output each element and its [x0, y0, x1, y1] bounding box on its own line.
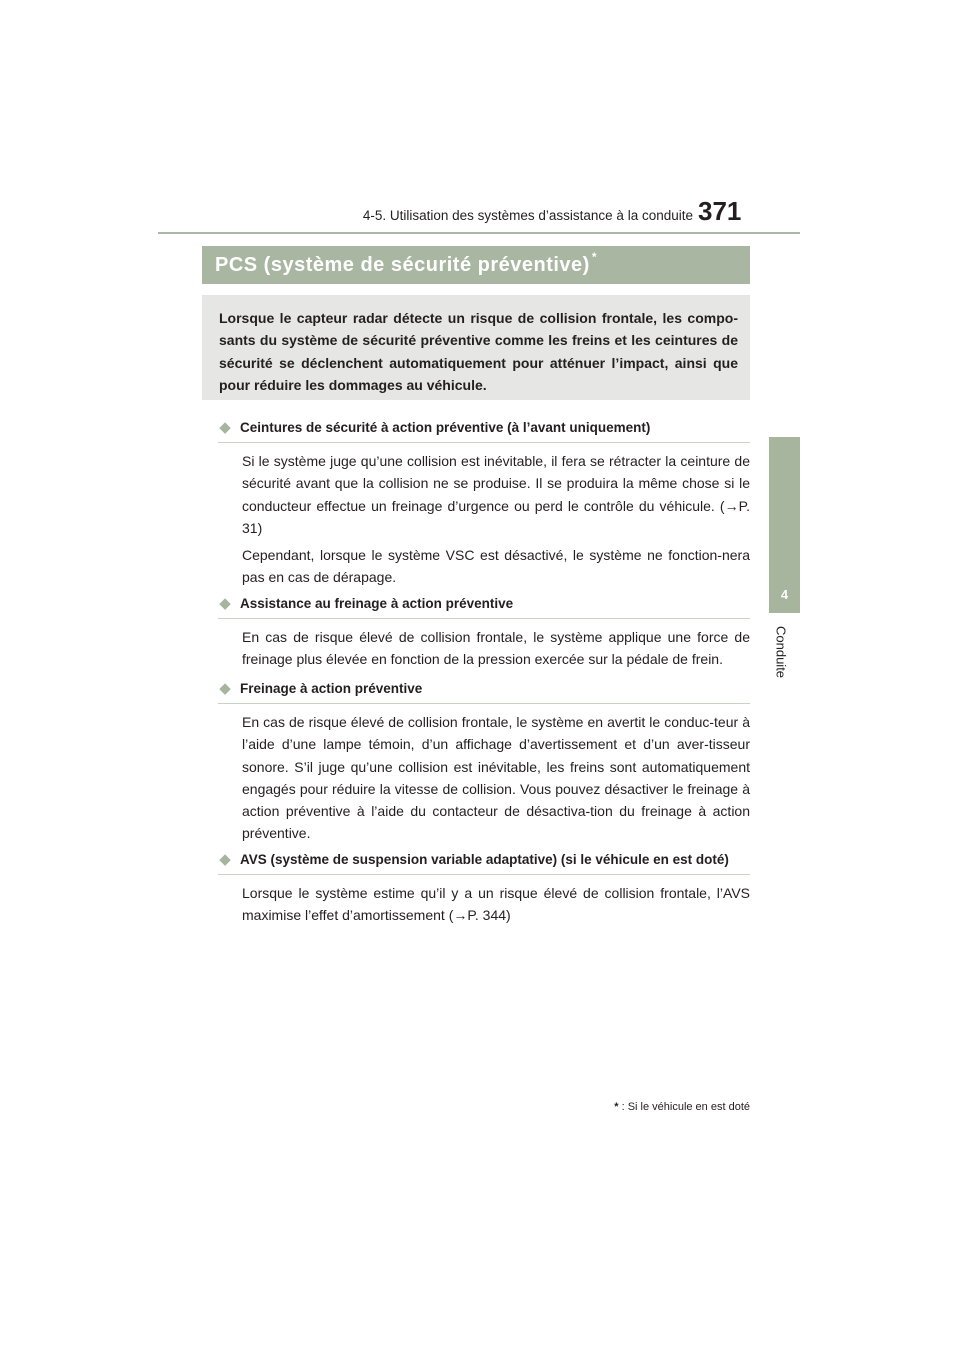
section-ceintures: [218, 415, 750, 589]
title-banner: [202, 246, 750, 284]
paragraph: Si le système juge qu’une collision est inévitable, il fera se rétracter la ceinture de sécurité avant que la collision ne se produise. Il se produira la même chose si le conducteur effectue un freinage d’urgence ou perd le contrôle du véhicule. (→P. 31): [242, 453, 750, 536]
section-heading: [218, 847, 750, 875]
paragraph: Lorsque le système estime qu’il y a un risque élevé de collision frontale, l’AVS maximise l’effet d’amortissement (→P. 344): [242, 885, 750, 924]
diamond-icon: ◆: [219, 851, 231, 868]
diamond-icon: ◆: [219, 595, 231, 612]
title-footnote-marker: *: [591, 250, 597, 264]
footnote-text: : Si le véhicule en est doté: [621, 1101, 750, 1113]
page-title: PCS (système de sécurité préventive): [215, 253, 590, 276]
section-avs: [218, 847, 750, 927]
header-section-title: 4-5. Utilisation des systèmes d’assistance à la conduite: [362, 208, 693, 223]
section-title: Assistance au freinage à action préventive: [240, 595, 514, 611]
diamond-icon: ◆: [219, 680, 231, 697]
section-title: AVS (système de suspension variable adaptative) (si le véhicule en est doté): [240, 851, 729, 867]
section-heading: [218, 415, 750, 443]
chapter-label: Conduite: [773, 625, 789, 679]
section-heading: [218, 676, 750, 704]
section-body: [218, 882, 750, 927]
section-body: [218, 626, 750, 671]
section-title: Ceintures de sécurité à action préventive (à l’avant uniquement): [240, 419, 651, 435]
intro-text: Lorsque le capteur radar détecte un risque de collision frontale, les compo-sants du système de sécurité préventive comme les freins et les ceintures de sécurité se déclenchent automatiquement pour atténuer l’impact, ainsi que pour réduire les dommages au véhicule.: [219, 310, 738, 393]
intro-box: [202, 295, 750, 400]
paragraph: En cas de risque élevé de collision frontale, le système applique une force de freinage plus élevée en fonction de la pression exercée sur la pédale de frein.: [242, 629, 750, 668]
section-body: [218, 450, 750, 589]
footnote: [598, 1101, 750, 1113]
chapter-number: 4: [780, 587, 789, 602]
header-rule: [158, 232, 800, 234]
footnote-marker: *: [614, 1101, 619, 1113]
section-freinage-preventif: [218, 676, 750, 845]
section-assistance-freinage: [218, 591, 750, 671]
page-number: 371: [698, 196, 742, 226]
diamond-icon: ◆: [219, 419, 231, 436]
section-body: [218, 711, 750, 845]
paragraph: Cependant, lorsque le système VSC est désactivé, le système ne fonction-nera pas en cas de dérapage.: [242, 547, 750, 586]
section-heading: [218, 591, 750, 619]
paragraph: En cas de risque élevé de collision frontale, le système en avertit le conduc-teur à l’aide d’une lampe témoin, d’un affichage d’avertissement et d’un aver-tisseur sonore. S’il juge qu’une collision est inévitable, les freins sont automatiquement engagés pour réduire la vitesse de collision. Vous pouvez désactiver le freinage à action préventive à l’aide du contacteur de désactiva-tion du freinage à action préventive.: [242, 714, 750, 842]
section-title: Freinage à action préventive: [240, 680, 423, 696]
